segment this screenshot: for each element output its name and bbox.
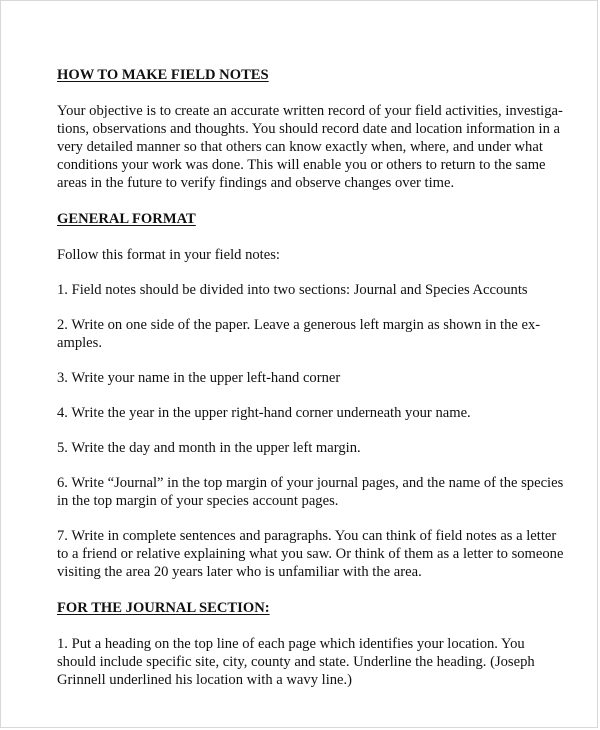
- text-line: very detailed manner so that others can know exactly when, where, and under what: [57, 139, 543, 155]
- document-content: [57, 66, 581, 689]
- text-line: should include specific site, city, county and state. Underline the heading. (Joseph: [57, 654, 535, 670]
- text-line: 4. Write the year in the upper right-hand corner underneath your name.: [57, 405, 471, 421]
- list-item-2: [57, 316, 581, 352]
- list-item-6: [57, 474, 581, 510]
- list-item-5: [57, 439, 581, 457]
- heading-how-to-make-field-notes: HOW TO MAKE FIELD NOTES: [57, 67, 269, 83]
- general-intro: Follow this format in your field notes:: [57, 247, 280, 263]
- text-line: 1. Field notes should be divided into two sections: Journal and Species Accounts: [57, 282, 528, 298]
- list-item-1: [57, 281, 581, 299]
- journal-item-1: [57, 635, 581, 689]
- text-line: in the top margin of your species account pages.: [57, 493, 339, 509]
- text-line: to a friend or relative explaining what you saw. Or think of them as a letter to someone: [57, 546, 564, 562]
- text-line: Your objective is to create an accurate written record of your field activities, investiga-: [57, 103, 563, 119]
- text-line: tions, observations and thoughts. You should record date and location information in a: [57, 121, 561, 137]
- text-line: amples.: [57, 335, 102, 351]
- text-line: 7. Write in complete sentences and paragraphs. You can think of field notes as a letter: [57, 528, 557, 544]
- text-line: 1. Put a heading on the top line of each page which identifies your location. You: [57, 636, 525, 652]
- text-line: visiting the area 20 years later who is unfamiliar with the area.: [57, 564, 422, 580]
- text-line: 2. Write on one side of the paper. Leave a generous left margin as shown in the ex-: [57, 317, 541, 333]
- text-line: 5. Write the day and month in the upper left margin.: [57, 440, 361, 456]
- text-line: 6. Write “Journal” in the top margin of your journal pages, and the name of the species: [57, 475, 564, 491]
- heading-journal-section: FOR THE JOURNAL SECTION:: [57, 600, 270, 616]
- list-item-3: [57, 369, 581, 387]
- text-line: areas in the future to verify findings and observe changes over time.: [57, 175, 455, 191]
- list-item-4: [57, 404, 581, 422]
- heading-general-format: GENERAL FORMAT: [57, 211, 196, 227]
- list-item-7: [57, 527, 581, 581]
- text-line: 3. Write your name in the upper left-hand corner: [57, 370, 341, 386]
- text-line: conditions your work was done. This will enable you or others to return to the same: [57, 157, 546, 173]
- text-line: Grinnell underlined his location with a wavy line.): [57, 672, 353, 688]
- intro-paragraph: [57, 102, 581, 192]
